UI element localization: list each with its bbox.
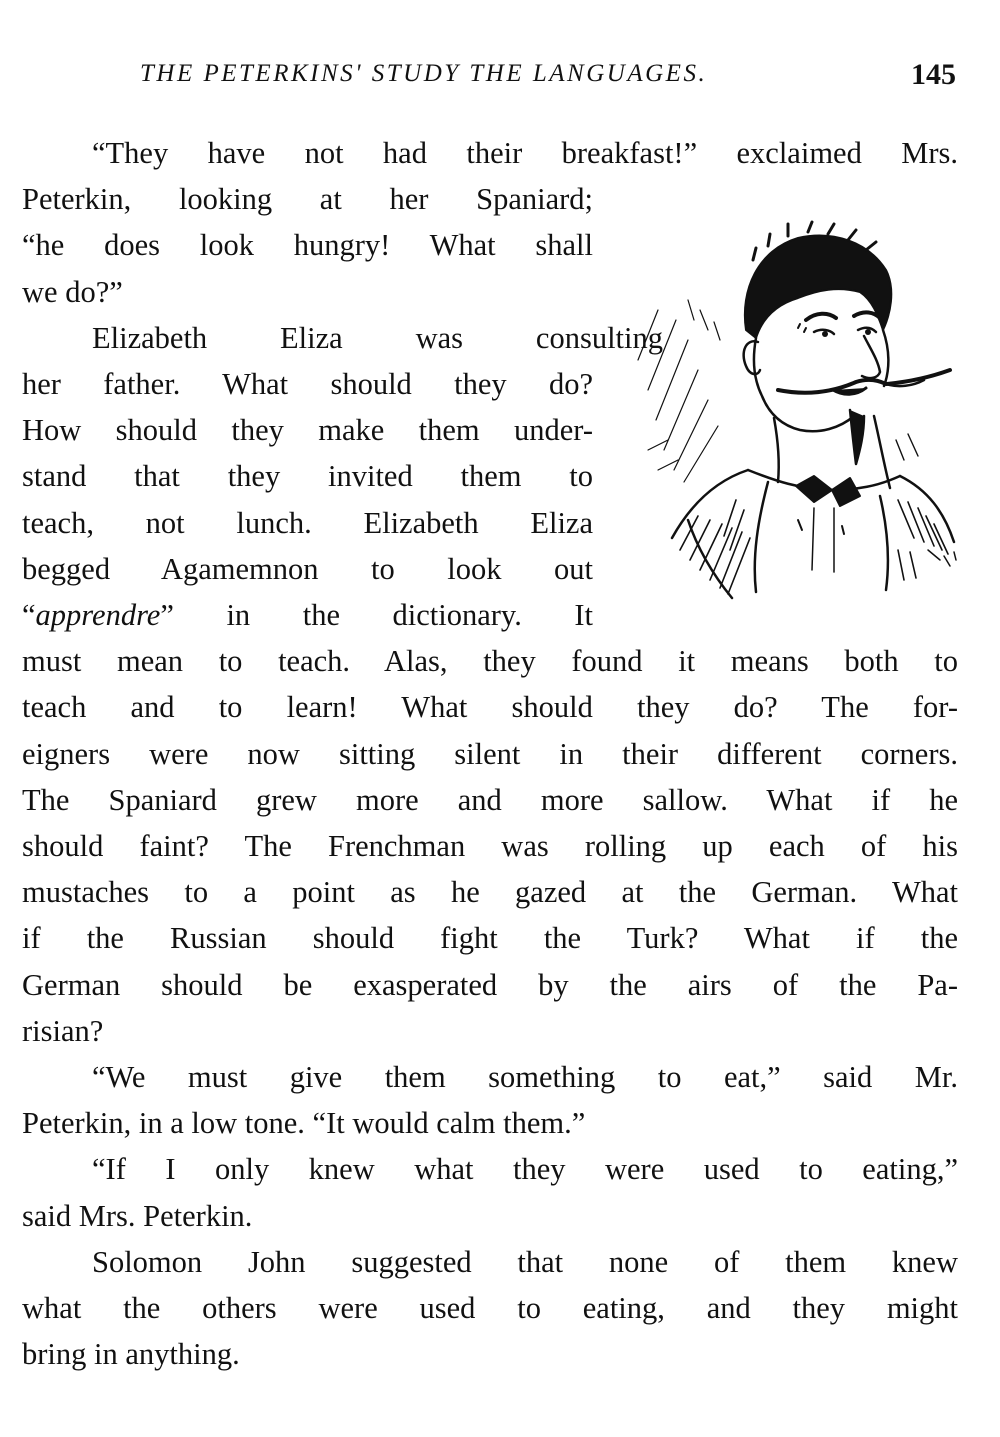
text-line: mustaches to a point as he gazed at the German. What bbox=[22, 875, 958, 910]
text-line: what the others were used to eating, and they might bbox=[22, 1291, 958, 1326]
text-line: if the Russian should fight the Turk? What if the bbox=[22, 921, 958, 956]
text-line: teach and to learn! What should they do? The for- bbox=[22, 690, 958, 725]
spaniard-portrait-icon bbox=[628, 220, 968, 610]
spaniard-portrait-illustration bbox=[628, 220, 968, 610]
text-line: stand that they invited them to bbox=[22, 459, 593, 494]
page-number: 145 bbox=[911, 58, 956, 91]
text-line: German should be exasperated by the airs of the Pa- bbox=[22, 967, 958, 1002]
text-line: begged Agamemnon to look out bbox=[22, 551, 593, 586]
text-line: “We must give them something to eat,” said Mr. bbox=[92, 1060, 958, 1095]
running-head: THE PETERKINS' STUDY THE LANGUAGES. bbox=[140, 60, 708, 87]
text-line: should faint? The Frenchman was rolling up each of his bbox=[22, 829, 958, 864]
text-line: teach, not lunch. Elizabeth Eliza bbox=[22, 505, 593, 540]
italic-word: apprendre bbox=[35, 598, 161, 633]
open-quote: “ bbox=[22, 598, 36, 633]
text-line: must mean to teach. Alas, they found it means both to bbox=[22, 644, 958, 679]
text-line: Solomon John suggested that none of them knew bbox=[92, 1244, 958, 1279]
text-line: How should they make them under- bbox=[22, 413, 593, 448]
text-line: we do?” bbox=[22, 274, 123, 309]
text-line: Peterkin, looking at her Spaniard; bbox=[22, 182, 593, 217]
text-line: eigners were now sitting silent in their different corners. bbox=[22, 736, 958, 771]
text-line: “If I only knew what they were used to eating,” bbox=[92, 1152, 958, 1187]
text-line: said Mrs. Peterkin. bbox=[22, 1198, 253, 1233]
text-line: risian? bbox=[22, 1013, 104, 1048]
text-line: bring in anything. bbox=[22, 1337, 240, 1372]
text-line: her father. What should they do? bbox=[22, 367, 593, 402]
text-line: “he does look hungry! What shall bbox=[22, 228, 593, 263]
text-line: Peterkin, in a low tone. “It would calm them.” bbox=[22, 1106, 586, 1141]
text-line: “They have not had their breakfast!” exclaimed Mrs. bbox=[92, 136, 958, 170]
text-line: The Spaniard grew more and more sallow. What if he bbox=[22, 782, 958, 817]
text-line: Elizabeth Eliza was consulting bbox=[92, 320, 663, 355]
text-line bbox=[22, 592, 593, 638]
text-line-rest: ” in the dictionary. It bbox=[160, 598, 593, 633]
